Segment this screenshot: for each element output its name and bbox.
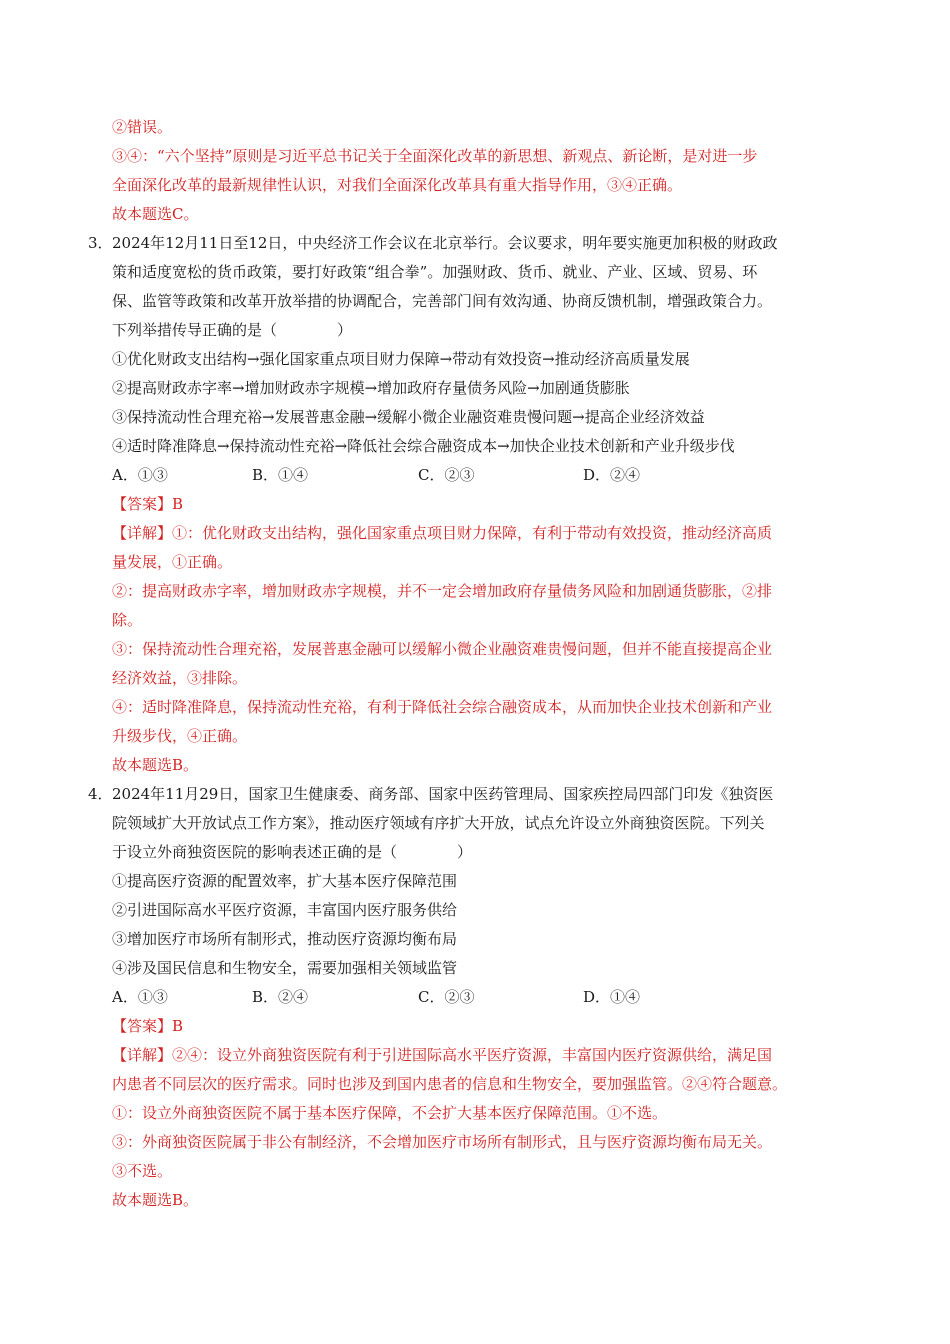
q3-item-3: ③保持流动性合理充裕→发展普惠金融→缓解小微企业融资难贵慢问题→提高企业经济效益 [112,408,705,426]
q4-number: 4． [88,785,113,803]
q3-option-c: C．②③ [418,466,475,484]
q3-detail-line-3: ②：提高财政赤字率，增加财政赤字规模，并不一定会增加政府存量债务风险和加剧通货膨胀，②排 [112,582,773,600]
q3-item-4: ④适时降准降息→保持流动性充裕→降低社会综合融资成本→加快企业技术创新和产业升级步伐 [112,437,735,455]
q3-detail-line-2: 量发展，①正确。 [112,553,233,571]
q3-stem-line-2: 策和适度宽松的货币政策，要打好政策“组合拳”。加强财政、货币、就业、产业、区域、贸易、环 [112,263,758,281]
q4-option-d: D．①④ [583,988,641,1006]
q4-item-1: ①提高医疗资源的配置效率，扩大基本医疗保障范围 [112,872,458,890]
q3-detail-line-7: ④：适时降准降息，保持流动性充裕，有利于降低社会综合融资成本，从而加快企业技术创新和产业 [112,698,773,716]
q3-item-2: ②提高财政赤字率→增加财政赤字规模→增加政府存量债务风险→加剧通货膨胀 [112,379,630,397]
q4-option-a: A．①③ [112,988,168,1006]
q3-detail-line-8: 升级步伐，④正确。 [112,727,248,745]
q3-option-d: D．②④ [583,466,641,484]
q3-item-1: ①优化财政支出结构→强化国家重点项目财力保障→带动有效投资→推动经济高质量发展 [112,350,690,368]
q3-option-a: A．①③ [112,466,168,484]
q3-stem-line-4: 下列举措传导正确的是（ ） [112,321,353,339]
q3-stem-line-3: 保、监管等政策和改革开放举措的协调配合，完善部门间有效沟通、协商反馈机制，增强政策合力。 [112,292,773,310]
prev-conclusion: 故本题选C。 [112,205,199,223]
q4-item-4: ④涉及国民信息和生物安全，需要加强相关领域监管 [112,959,458,977]
q3-detail-line-6: 经济效益，③排除。 [112,669,248,687]
q4-detail-line-5: ③不选。 [112,1162,173,1180]
q4-stem-line-2: 院领域扩大开放试点工作方案》，推动医疗领域有序扩大开放，试点允许设立外商独资医院。下列关 [112,814,765,832]
q3-option-b: B．①④ [252,466,309,484]
q3-answer: 【答案】B [112,495,184,513]
q4-detail-line-1: 【详解】②④：设立外商独资医院有利于引进国际高水平医疗资源，丰富国内医疗资源供给，满足国 [112,1046,773,1064]
q4-conclusion: 故本题选B。 [112,1191,199,1209]
q4-detail-line-3: ①：设立外商独资医院不属于基本医疗保障，不会扩大基本医疗保障范围。①不选。 [112,1104,668,1122]
q4-answer: 【答案】B [112,1017,184,1035]
q4-stem-line-1: 2024年11月29日，国家卫生健康委、商务部、国家中医药管理局、国家疾控局四部门印发《独资医 [112,785,774,803]
prev-explanation-line-1: ②错误。 [112,118,173,136]
q4-option-b: B．②④ [252,988,309,1006]
prev-explanation-line-3: 全面深化改革的最新规律性认识，对我们全面深化改革具有重大指导作用，③④正确。 [112,176,683,194]
q4-item-2: ②引进国际高水平医疗资源，丰富国内医疗服务供给 [112,901,458,919]
q3-stem-line-1: 2024年12月11日至12日，中央经济工作会议在北京举行。会议要求，明年要实施更加积极的财政政 [112,234,778,252]
q3-detail-line-5: ③：保持流动性合理充裕，发展普惠金融可以缓解小微企业融资难贵慢问题，但并不能直接提高企业 [112,640,773,658]
q4-option-c: C．②③ [418,988,475,1006]
q4-detail-line-2: 内患者不同层次的医疗需求。同时也涉及到国内患者的信息和生物安全，要加强监管。②④符合题意。 [112,1075,788,1093]
q3-conclusion: 故本题选B。 [112,756,199,774]
q4-stem-line-3: 于设立外商独资医院的影响表述正确的是（ ） [112,843,473,861]
q4-detail-line-4: ③：外商独资医院属于非公有制经济，不会增加医疗市场所有制形式，且与医疗资源均衡布局无关。 [112,1133,773,1151]
q3-detail-line-1: 【详解】①：优化财政支出结构，强化国家重点项目财力保障，有利于带动有效投资，推动经济高质 [112,524,773,542]
prev-explanation-line-2: ③④：“六个坚持”原则是习近平总书记关于全面深化改革的新思想、新观点、新论断，是对进一步 [112,147,758,165]
q4-item-3: ③增加医疗市场所有制形式，推动医疗资源均衡布局 [112,930,458,948]
q3-number: 3． [88,234,113,252]
q3-detail-line-4: 除。 [112,611,143,629]
